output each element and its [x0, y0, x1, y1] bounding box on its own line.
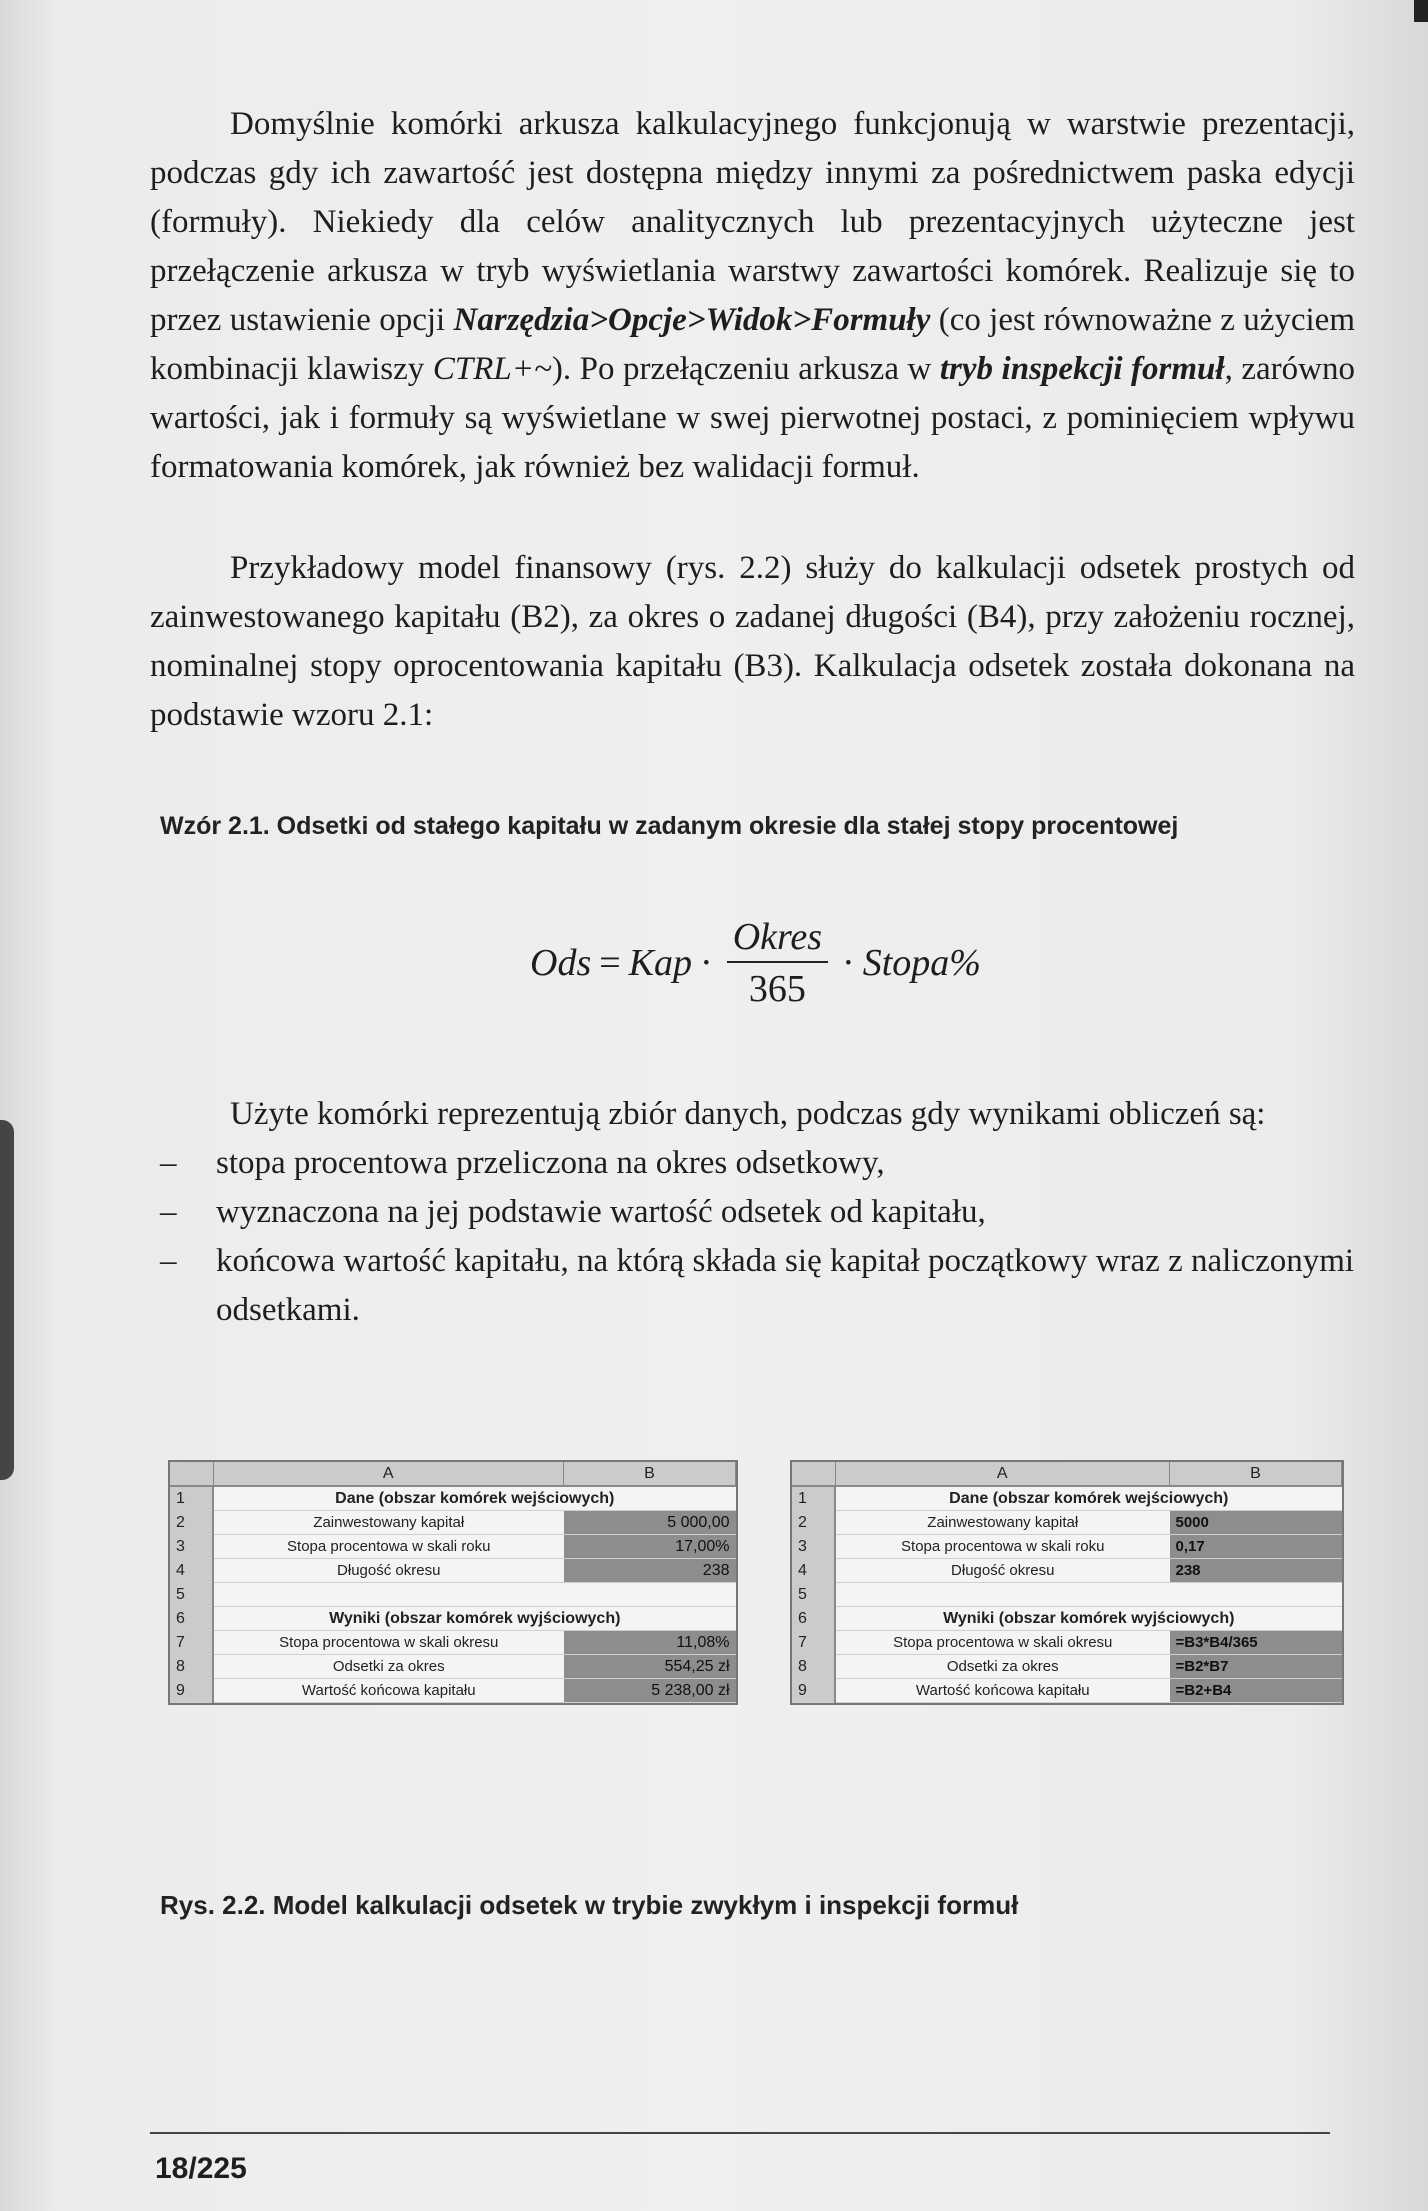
table-row [792, 1486, 1342, 1511]
column-header-b: B [564, 1462, 736, 1486]
row-number: 9 [170, 1679, 213, 1703]
formula-dot: · [700, 942, 713, 984]
list-item: – końcowa wartość kapitału, na którą składa się kapitał początkowy wraz z naliczonymi odsetkami. [150, 1237, 1355, 1335]
cell-label: Wartość końcowa kapitału [835, 1679, 1170, 1703]
row-number: 2 [170, 1511, 213, 1535]
table-row [170, 1535, 736, 1559]
cell-label: Stopa procentowa w skali roku [213, 1535, 564, 1559]
table-row [792, 1631, 1342, 1655]
spreadsheet-formula-mode [790, 1460, 1344, 1705]
row-number: 2 [792, 1511, 835, 1535]
paragraph-1: Domyślnie komórki arkusza kalkulacyjnego funkcjonują w warstwie prezentacji, podczas gdy ich zawartość jest dostępna między innymi za pośrednictwem paska edycji (formuły). Niekiedy dla celów analitycznych lub prezentacyjnych użyteczne jest przełączenie arkusza w tryb wyświetlania warstwy zawartości komórek. Realizuje się to przez ustawienie opcji Narzędzia>Opcje>Widok>Formuły (co jest równoważne z użyciem kombinacji klawiszy CTRL+~). Po przełączeniu arkusza w tryb inspekcji formuł, zarówno wartości, jak i formuły są wyświetlane w swej pierwotnej postaci, z pominięciem wpływu formatowania komórek, jak również bez walidacji formuł. [150, 106, 1355, 485]
cell-label: Dane (obszar komórek wejściowych) [213, 1486, 736, 1511]
formula-dot-2: · [842, 942, 855, 984]
table-row [170, 1679, 736, 1703]
footer-divider [150, 2132, 1330, 2134]
cell-value: 5 000,00 [564, 1511, 736, 1535]
cell-value: 17,00% [564, 1535, 736, 1559]
row-number: 3 [170, 1535, 213, 1559]
column-header-a: A [835, 1462, 1170, 1486]
menu-path: Narzędzia>Opcje>Widok>Formuły [453, 302, 931, 338]
cell-label: Wyniki (obszar komórek wyjściowych) [835, 1607, 1342, 1631]
table-row [792, 1583, 1342, 1607]
page-number: 18/225 [155, 2152, 247, 2185]
row-number: 7 [792, 1631, 835, 1655]
row-number: 6 [170, 1607, 213, 1631]
cell-label: Długość okresu [213, 1559, 564, 1583]
formula-capital: Kap [628, 942, 693, 984]
table-row [792, 1559, 1342, 1583]
row-number: 8 [170, 1655, 213, 1679]
corner-cell [792, 1462, 835, 1486]
row-number: 6 [792, 1607, 835, 1631]
cell-label: Odsetki za okres [835, 1655, 1170, 1679]
cell-label: Dane (obszar komórek wejściowych) [835, 1486, 1342, 1511]
cell-formula: 0,17 [1170, 1535, 1342, 1559]
table-row [170, 1583, 736, 1607]
results-list [150, 1139, 1355, 1335]
column-header-a: A [213, 1462, 564, 1486]
cell-value: 5 238,00 zł [564, 1679, 736, 1703]
cell-label: Wyniki (obszar komórek wyjściowych) [213, 1607, 736, 1631]
cell-formula: =B2*B7 [1170, 1655, 1342, 1679]
page-corner-shadow [1414, 0, 1428, 22]
paragraph-layers [150, 100, 1355, 492]
table-row [170, 1511, 736, 1535]
cell-value: 554,25 zł [564, 1655, 736, 1679]
cell-value: 238 [564, 1559, 736, 1583]
cell-value: 11,08% [564, 1631, 736, 1655]
formula-fraction [727, 915, 828, 1011]
row-number: 5 [792, 1583, 835, 1607]
interest-formula [530, 915, 981, 1011]
results-intro [150, 1090, 1355, 1335]
corner-cell [170, 1462, 213, 1486]
formula-rate: Stopa% [862, 942, 981, 984]
mode-name: tryb inspekcji formuł [939, 351, 1225, 387]
formula-equals: = [599, 942, 621, 984]
table-row [170, 1655, 736, 1679]
cell-formula: 5000 [1170, 1511, 1342, 1535]
cell-label: Stopa procentowa w skali okresu [213, 1631, 564, 1655]
shortcut: CTRL+~ [432, 351, 552, 387]
figure-caption: Rys. 2.2. Model kalkulacji odsetek w trybie zwykłym i inspekcji formuł [160, 1890, 1019, 1920]
cell-label: Stopa procentowa w skali okresu [835, 1631, 1170, 1655]
table-row [792, 1655, 1342, 1679]
column-header-b: B [1170, 1462, 1342, 1486]
list-item: – stopa procentowa przeliczona na okres odsetkowy, [150, 1139, 1355, 1188]
paragraph-model [150, 544, 1355, 740]
table-row [792, 1535, 1342, 1559]
list-item: – wyznaczona na jej podstawie wartość odsetek od kapitału, [150, 1188, 1355, 1237]
table-row [792, 1679, 1342, 1703]
row-number: 4 [792, 1559, 835, 1583]
cell-label: Wartość końcowa kapitału [213, 1679, 564, 1703]
table-row [170, 1486, 736, 1511]
row-number: 8 [792, 1655, 835, 1679]
cell-formula: =B3*B4/365 [1170, 1631, 1342, 1655]
row-number: 1 [170, 1486, 213, 1511]
row-number: 3 [792, 1535, 835, 1559]
row-number: 7 [170, 1631, 213, 1655]
table-row [170, 1631, 736, 1655]
cell-formula: =B2+B4 [1170, 1679, 1342, 1703]
formula-numerator: Okres [727, 915, 828, 963]
row-number: 1 [792, 1486, 835, 1511]
formula-title: Wzór 2.1. Odsetki od stałego kapitału w zadanym okresie dla stałej stopy procentowej [160, 812, 1179, 840]
formula-lhs: Ods [530, 942, 592, 984]
table-row [170, 1559, 736, 1583]
intro-sentence: Użyte komórki reprezentują zbiór danych, podczas gdy wynikami obliczeń są: [230, 1096, 1266, 1132]
paragraph-2: Przykładowy model finansowy (rys. 2.2) służy do kalkulacji odsetek prostych od zainwestowanego kapitału (B2), za okres o zadanej długości (B4), przy założeniu rocznej, nominalnej stopy oprocentowania kapitału (B3). Kalkulacja odsetek została dokonana na podstawie wzoru 2.1: [150, 550, 1355, 733]
cell-formula: 238 [1170, 1559, 1342, 1583]
row-number: 4 [170, 1559, 213, 1583]
cell-label: Długość okresu [835, 1559, 1170, 1583]
table-row [792, 1607, 1342, 1631]
formula-denominator: 365 [748, 968, 806, 1010]
spreadsheet-normal-mode [168, 1460, 738, 1705]
row-number: 9 [792, 1679, 835, 1703]
cell-label: Zainwestowany kapitał [835, 1511, 1170, 1535]
cell-label: Odsetki za okres [213, 1655, 564, 1679]
table-row [792, 1511, 1342, 1535]
cell-label: Stopa procentowa w skali roku [835, 1535, 1170, 1559]
row-number: 5 [170, 1583, 213, 1607]
book-spine-shadow [0, 1120, 14, 1480]
cell-label: Zainwestowany kapitał [213, 1511, 564, 1535]
table-row [170, 1607, 736, 1631]
